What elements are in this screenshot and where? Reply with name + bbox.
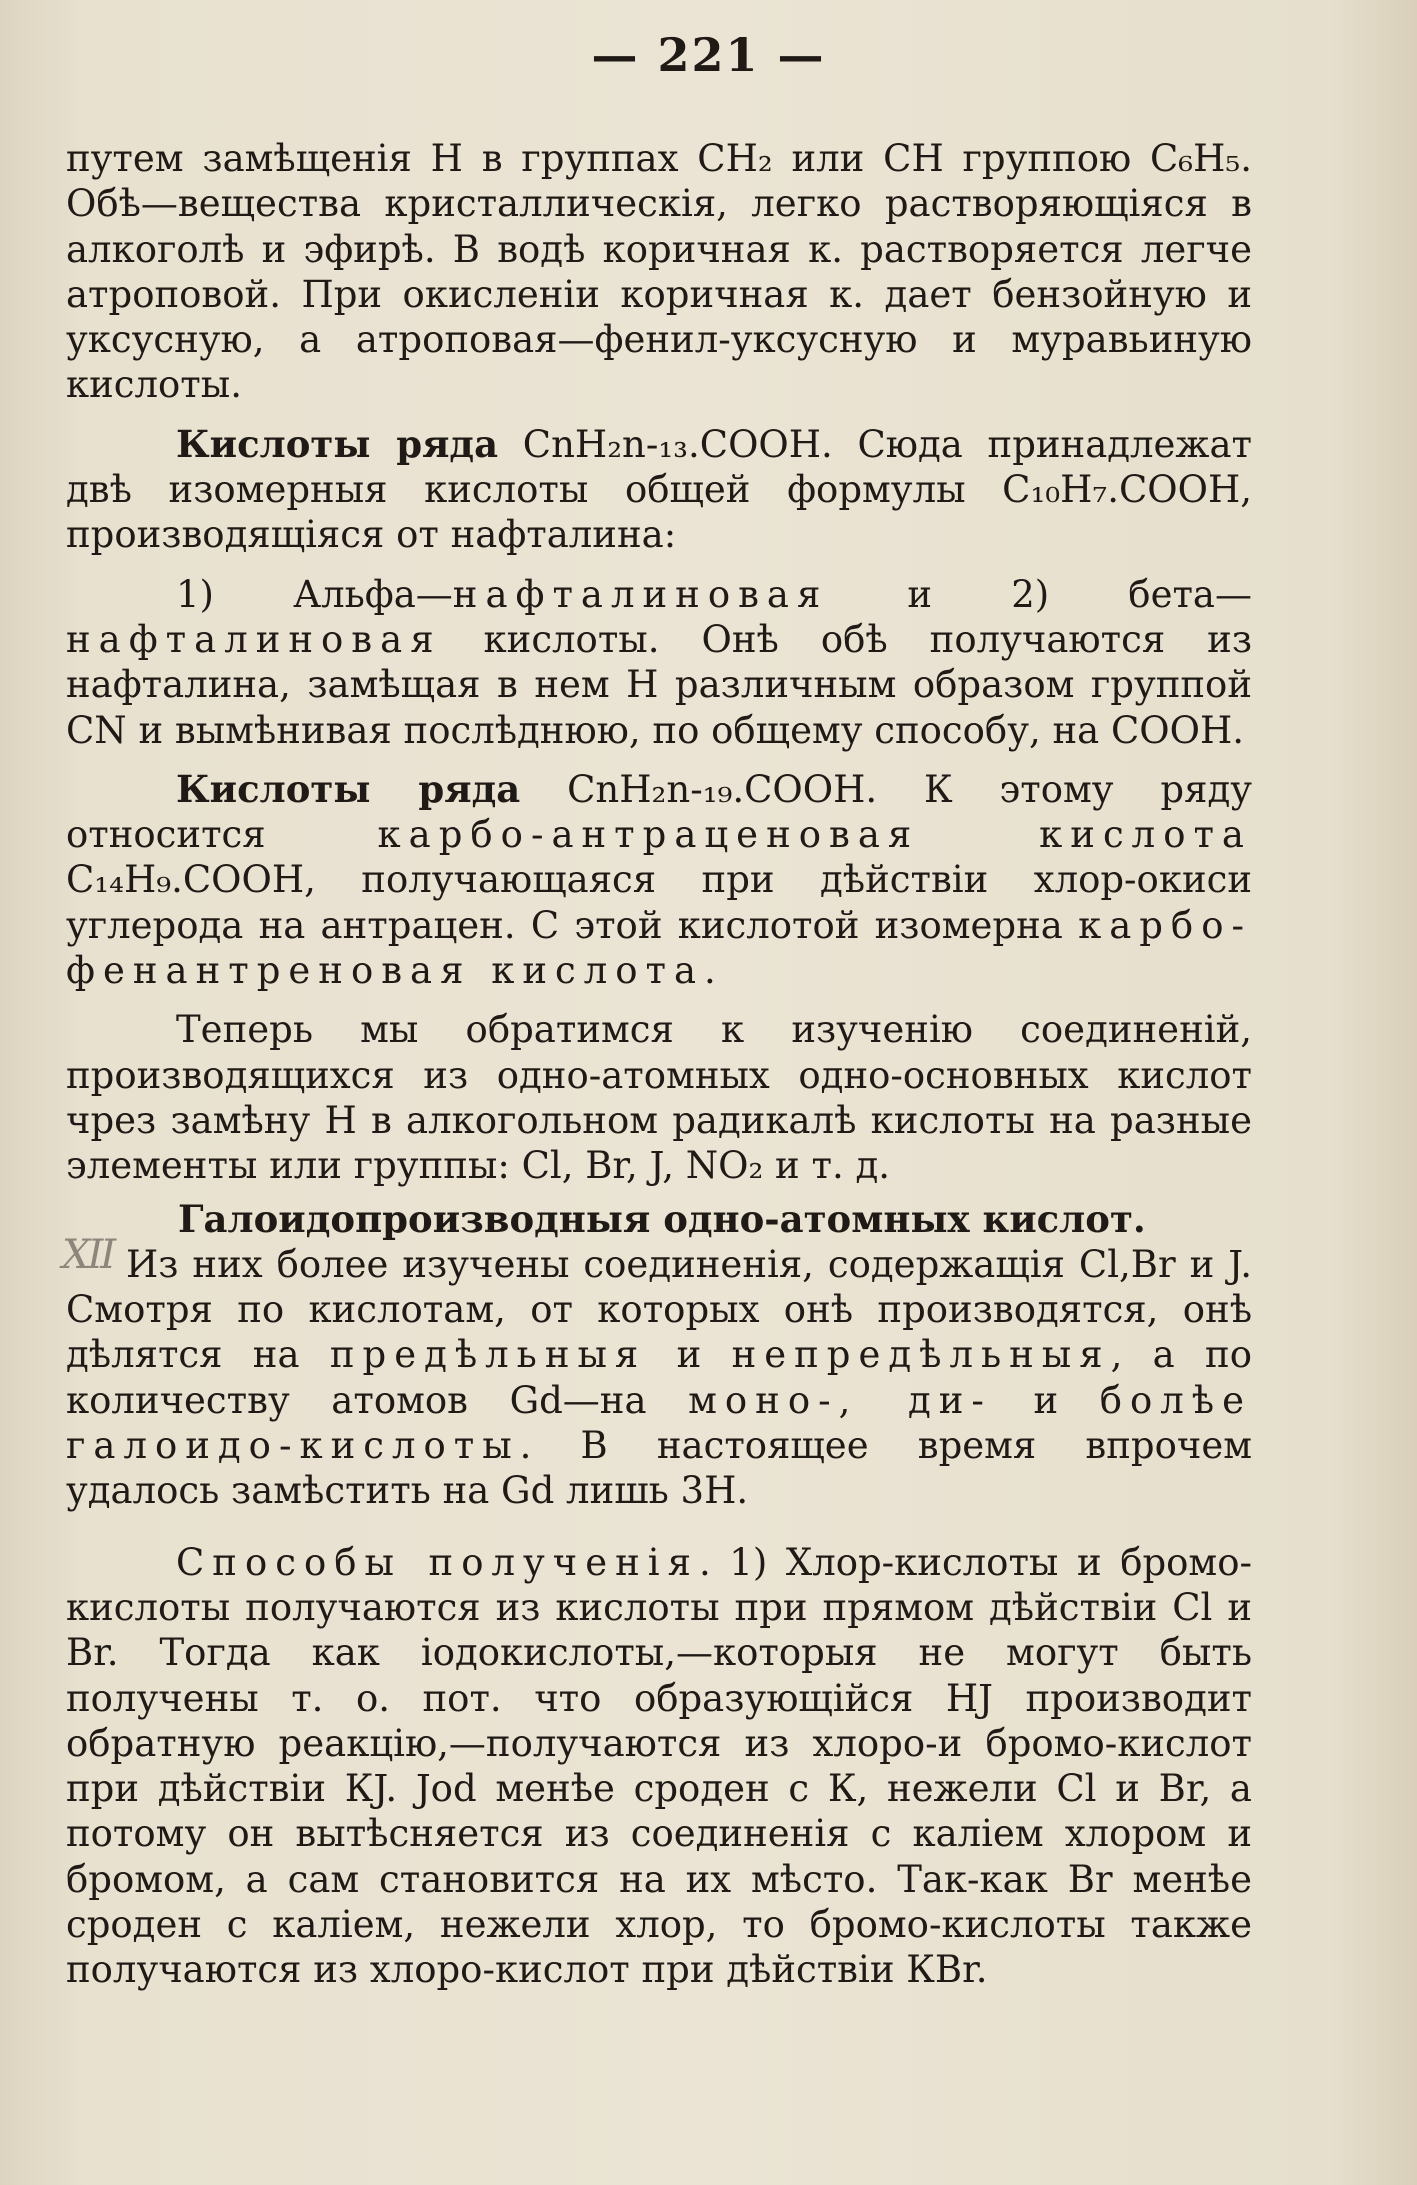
paragraph-halogen-acids bbox=[66, 1242, 1252, 1514]
section-heading: Кислоты ряда bbox=[176, 766, 521, 811]
paragraph-text: . 1) Хлор-кислоты и бромо-кислоты получаются из кислоты при прямом дѣйствіи Сl и Вr. Тогда как іодокислоты,—которыя не могут быть получены т. о. пот. что образующійся НJ производит обратную реакцію,—получаются из хлоро-и бромо-кислот при дѣйствіи КJ. Jоd менѣе сроден с К, нежели Сl и Вr, а потому он вытѣсняется из соединенія с каліем хлором и бромом, а сам становится на их мѣсто. Так-как Вr менѣе сроден с каліем, нежели хлор, то бромо-кислоты также получаются из хлоро-кислот при дѣйствіи КВr. bbox=[66, 1540, 1252, 1992]
paragraph-text: кислоты. Онѣ обѣ получаются из нафталина, замѣщая в нем Н различным образом группой СN и вымѣнивая послѣднюю, по общему способу, на СООН. bbox=[66, 617, 1252, 752]
paragraph-naphthalene-acids bbox=[66, 572, 1252, 753]
section-heading: Кислоты ряда bbox=[176, 421, 499, 466]
spaced-term: карбо-фенантреновая кислота bbox=[66, 903, 1252, 993]
paragraph-text: , а по количеству атомов Gd—на bbox=[66, 1333, 1252, 1422]
spaced-term: нафталиновая bbox=[452, 572, 829, 616]
paragraph-text: 1) Альфа— bbox=[176, 572, 453, 616]
paragraph-acids-cnh2n-19 bbox=[66, 767, 1252, 993]
paragraph-derivatives-intro: Теперь мы обратимся к изученію соединеній, производящихся из одно-атомных одно-основных кислот чрез замѣну Н в алкогольном радикалѣ кислоты на разные элементы или группы: Сl, Вr, J, NО₂ и т. д. bbox=[66, 1008, 1252, 1188]
spaced-term: карбо-антраценовая кислота bbox=[377, 813, 1252, 857]
spaced-term: нафталиновая bbox=[66, 617, 442, 661]
spaced-term: моно-, ди- bbox=[688, 1378, 992, 1422]
margin-pencil-note: XII bbox=[62, 1232, 114, 1278]
paragraph-text: Из них более изучены соединенія, содержащія Сl,Вr и J. Смотря по кислотам, от которых онѣ производятся, онѣ дѣлятся на bbox=[66, 1242, 1252, 1377]
spaced-term: Способы полученія bbox=[176, 1540, 699, 1584]
spaced-term: непредѣльныя bbox=[731, 1333, 1111, 1377]
paragraph-text: . В настоящее время впрочем удалось замѣстить на Gd лишь 3Н. bbox=[66, 1424, 1252, 1513]
section-title-halogen-acids: Галоидопроизводныя одно-атомных кислот. bbox=[178, 1196, 1146, 1241]
paragraph-text: и 2) бета— bbox=[828, 572, 1252, 616]
paragraph-text: . bbox=[704, 949, 716, 993]
spaced-term: предѣльныя bbox=[329, 1333, 647, 1377]
paragraph-acids-cnh2n-13 bbox=[66, 422, 1252, 558]
paragraph-preparation-methods bbox=[66, 1540, 1252, 1993]
spaced-term: болѣе галоидо-кислоты bbox=[66, 1378, 1252, 1468]
paragraph-text: С₁₄Н₉.СООН, получающаяся при дѣйствіи хлор-окиси углерода на антрацен. С этой кислотой изомерна bbox=[66, 858, 1252, 947]
page-number: — 221 — bbox=[591, 28, 826, 82]
paragraph-text: СnН₂n-₁₃.СООН. Сюда принадлежат двѣ изомерныя кислоты общей формулы С₁₀Н₇.СООН, производящіяся от нафталина: bbox=[66, 422, 1253, 557]
paragraph-text: и bbox=[991, 1378, 1100, 1422]
body-text bbox=[66, 136, 1252, 1993]
paragraph-text: и bbox=[646, 1333, 732, 1377]
paragraph-text: СnН₂n-₁₉.СООН. К этому ряду относится bbox=[66, 767, 1252, 857]
paragraph-cinnamic-acid: путем замѣщенія Н в группах СН₂ или СН группою С₆Н₅. Обѣ—вещества кристаллическія, легко растворяющіяся в алкоголѣ и эфирѣ. В водѣ коричная к. растворяется легче атроповой. При окисленіи коричная к. дает бензойную и уксусную, а атроповая—фенил-уксусную и муравьиную кислоты. bbox=[66, 137, 1252, 407]
